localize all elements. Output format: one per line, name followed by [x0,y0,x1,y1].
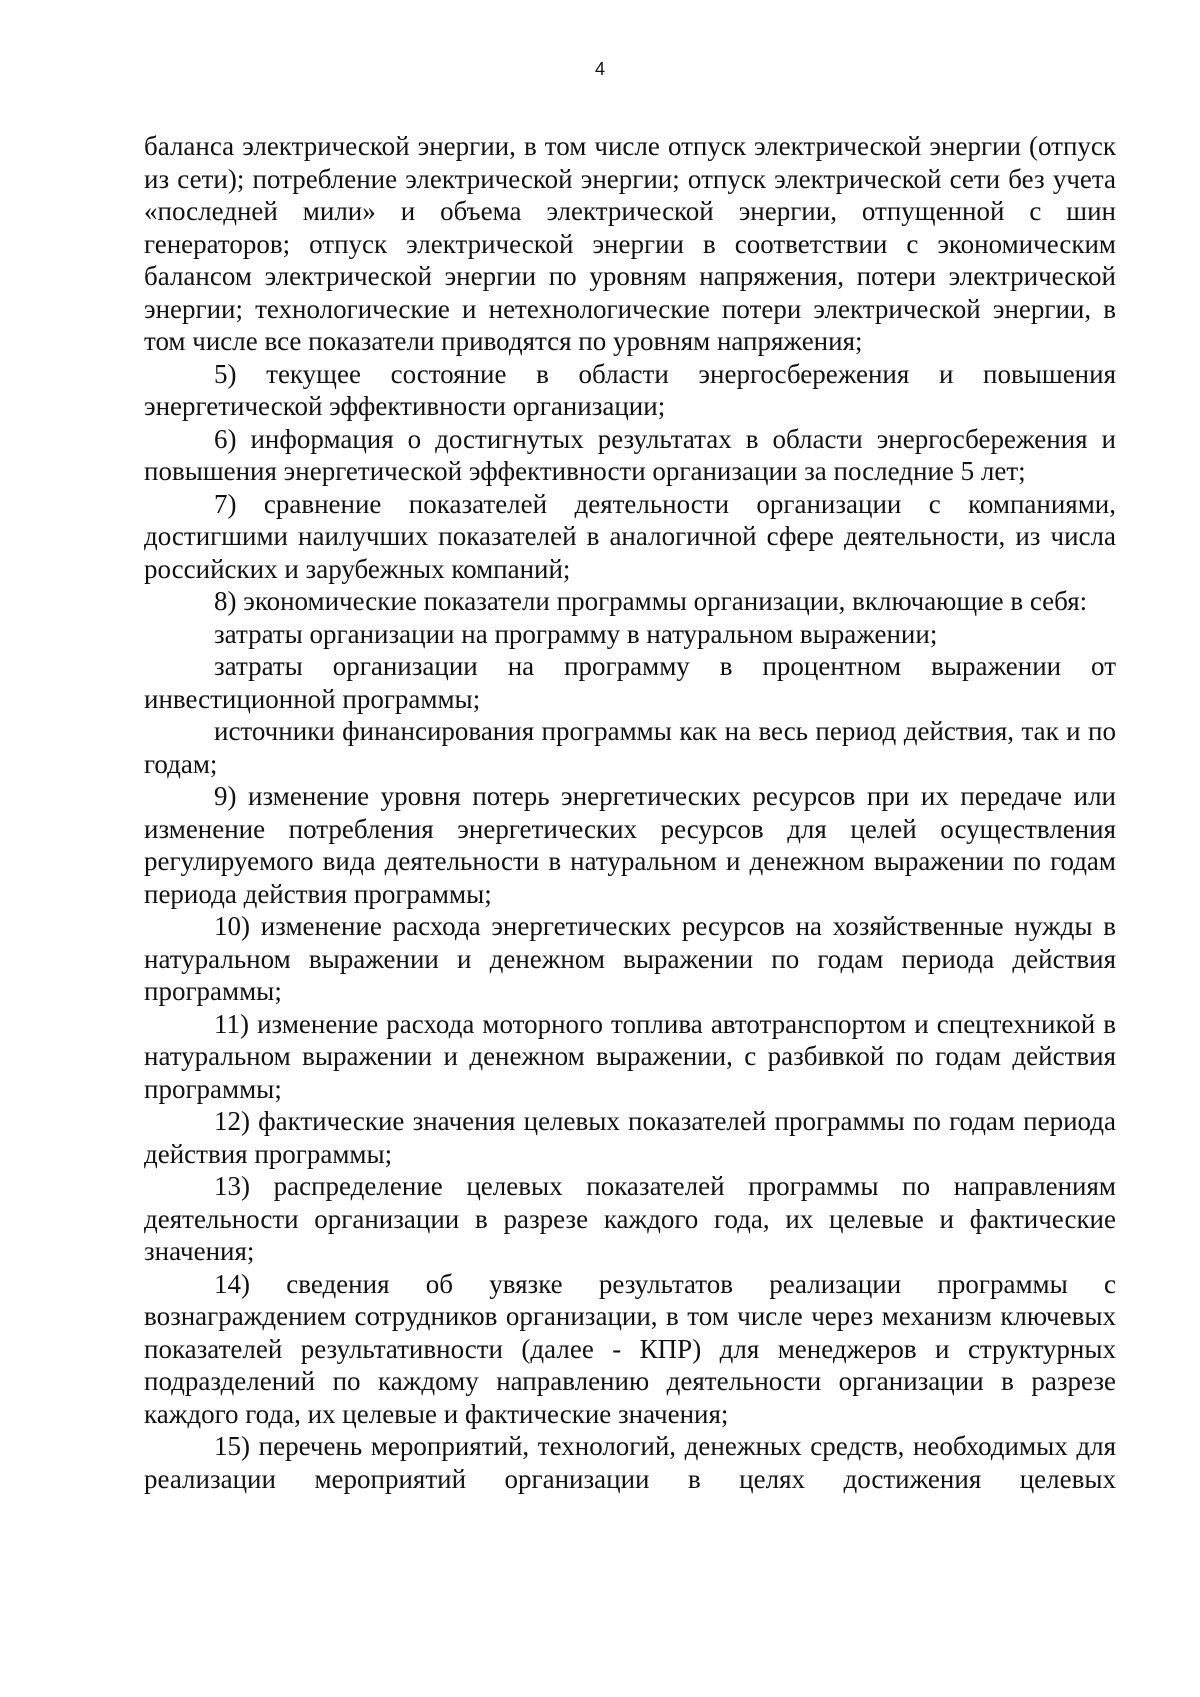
document-paragraph: 6) информация о достигнутых результатах в области энергосбережения и повышения энергетической эффективности организации за последние 5 лет; [144,423,1116,486]
document-paragraph: 14) сведения об увязке результатов реализации программы с вознаграждением сотрудников организации, в том числе через механизм ключевых показателей результативности (далее - КПР) для менеджеров и структурных подразделений по каждому направлению деятельности организации в разрезе каждого года, их целевые и фактические значения; [144,1268,1116,1429]
document-paragraph: баланса электрической энергии, в том числе отпуск электрической энергии (отпуск из сети); потребление электрической энергии; отпуск электрической сети без учета «последней мили» и объема электрической энергии, отпущенной с шин генераторов; отпуск электрической энергии в соответствии с экономическим балансом электрической энергии по уровням напряжения, потери электрической энергии; технологические и нетехнологические потери электрической энергии, в том числе все показатели приводятся по уровням напряжения; [144,131,1116,356]
document-paragraph: 13) распределение целевых показателей программы по направлениям деятельности организации в разрезе каждого года, их целевые и фактические значения; [144,1171,1116,1266]
document-paragraph: 8) экономические показатели программы организации, включающие в себя: [214,586,1088,616]
document-paragraph: источники финансирования программы как на весь период действия, так и по годам; [144,716,1116,779]
document-paragraph: 5) текущее состояние в области энергосбережения и повышения энергетической эффективности организации; [144,358,1116,421]
document-paragraph: затраты организации на программу в процентном выражении от инвестиционной программы; [144,651,1116,714]
document-paragraph: 9) изменение уровня потерь энергетических ресурсов при их передаче или изменение потребления энергетических ресурсов для целей осуществления регулируемого вида деятельности в натуральном и денежном выражении по годам периода действия программы; [144,781,1116,909]
document-paragraph: затраты организации на программу в натуральном выражении; [214,618,938,649]
document-paragraph: 10) изменение расхода энергетических ресурсов на хозяйственные нужды в натуральном выражении и денежном выражении по годам периода действия программы; [144,911,1116,1006]
document-paragraph: 7) сравнение показателей деятельности организации с компаниями, достигшими наилучших показателей в аналогичной сфере деятельности, из числа российских и зарубежных компаний; [144,488,1116,584]
document-paragraph: 15) перечень мероприятий, технологий, денежных средств, необходимых для реализации мероприятий организации в целях достижения целевых [144,1431,1116,1494]
document-paragraph: 11) изменение расхода моторного топлива автотранспортом и спецтехникой в натуральном выражении и денежном выражении, с разбивкой по годам действия программы; [144,1008,1116,1104]
document-body [144,130,1116,1495]
document-paragraph: 12) фактические значения целевых показателей программы по годам периода действия программы; [144,1106,1116,1169]
page-number: 4 [594,59,605,79]
